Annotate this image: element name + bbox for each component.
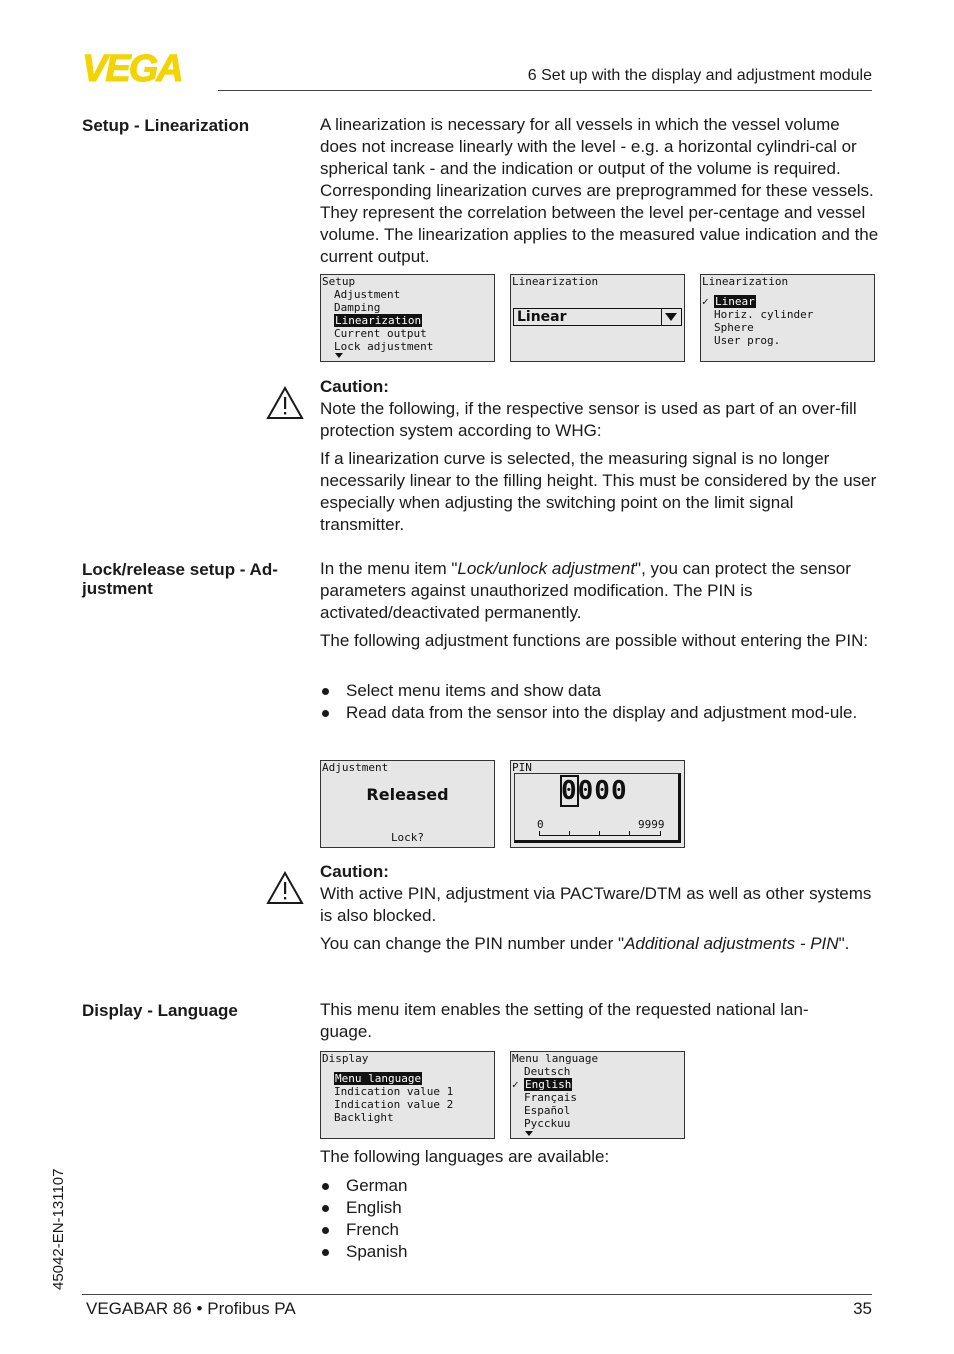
lcd-menu-item: Current output <box>334 327 427 340</box>
pin-digits: 000 <box>577 776 628 806</box>
menu-item-reference: Additional adjustments - PIN <box>624 934 839 953</box>
pin-cursor-digit: 0 <box>561 776 578 806</box>
lcd-pin <box>510 760 685 848</box>
available-languages-text: The following languages are available: <box>320 1147 610 1166</box>
lcd-title: Linearization <box>512 275 599 288</box>
caution-text: Note the following, if the respective sensor is used as part of an over-fill protection system according to WHG: <box>320 399 857 440</box>
caution-heading: Caution: <box>320 377 389 396</box>
footer-rule <box>82 1294 872 1295</box>
pin-scale-tick <box>569 831 570 836</box>
lcd-display-menu <box>320 1051 495 1139</box>
lcd-language-menu <box>510 1051 685 1139</box>
pin-value <box>561 777 628 805</box>
text-run: ". <box>838 934 850 953</box>
lcd-option: Deutsch <box>524 1065 571 1078</box>
vega-logo <box>82 52 212 84</box>
display-language-intro: This menu item enables the setting of the requested national lan-guage. <box>320 1000 809 1041</box>
lcd-title: Menu language <box>512 1052 599 1065</box>
scroll-down-arrow-icon <box>525 1131 533 1136</box>
lcd-title: Adjustment <box>322 761 389 774</box>
dropdown-arrow-icon <box>661 309 681 325</box>
doc-number: 45042-EN-131107 <box>50 1168 67 1290</box>
side-title-lock-release: Lock/release setup - Ad-justment <box>82 560 278 598</box>
lcd-option-selected <box>524 1078 572 1091</box>
lcd-menu-item: Backlight <box>334 1111 394 1124</box>
pin-scale <box>539 835 661 836</box>
lcd-selected-label: English <box>525 1078 572 1091</box>
side-title-linearization: Setup - Linearization <box>82 116 250 135</box>
pin-scale-max: 9999 <box>638 818 665 831</box>
pin-scale-tick <box>629 831 630 836</box>
side-title-display-language: Display - Language <box>82 1001 238 1020</box>
lcd-linearization-options <box>700 274 875 362</box>
lcd-linearization-select <box>510 274 685 362</box>
header-section-title: 6 Set up with the display and adjustment module <box>527 67 872 84</box>
lcd-title: Display <box>322 1052 369 1065</box>
lock-release-para <box>320 558 880 624</box>
text-run: ", you can protect the sensor parameters against unauthorized modification. The PIN is activated/deactivated permanently. <box>320 559 851 622</box>
warning-triangle-icon <box>266 386 304 420</box>
list-item: German <box>320 1175 880 1197</box>
svg-text:VEGA: VEGA <box>82 52 182 84</box>
linearization-intro: A linearization is necessary for all vessels in which the vessel volume does not increase linearly with the level - e.g. a horizontal cylindri-cal or spherical tank - and the indication or output of the volume is required. Corresponding linearization curves are preprogrammed for these vessels. They represent the correlation between the level per-centage and vessel volume. The linearization applies to the measured value indication and the current output. <box>320 115 879 266</box>
footer-product: VEGABAR 86 • Profibus PA <box>86 1299 296 1318</box>
list-item: Spanish <box>320 1241 880 1263</box>
lcd-option: Pycckuu <box>524 1117 571 1130</box>
lcd-menu-item-selected <box>334 314 422 327</box>
lcd-selected-label: Menu language <box>335 1072 422 1085</box>
lcd-selected-label: Linear <box>715 295 755 308</box>
caution-text: With active PIN, adjustment via PACTware/DTM as well as other systems is also blocked. <box>320 884 872 925</box>
lcd-menu-item: Adjustment <box>334 288 401 301</box>
lcd-menu-item: Indication value 2 <box>334 1098 454 1111</box>
checkmark-icon: ✓ <box>512 1078 519 1091</box>
lcd-setup-menu <box>320 274 495 362</box>
checkmark-icon: ✓ <box>702 295 709 308</box>
lcd-adjustment <box>320 760 495 848</box>
lcd-title: Setup <box>322 275 356 288</box>
pin-scale-min: 0 <box>537 818 544 831</box>
scroll-down-arrow-icon <box>335 353 343 358</box>
list-item: Select menu items and show data <box>320 680 880 702</box>
lcd-selected-label: Linearization <box>335 314 422 327</box>
text-run: You can change the PIN number under " <box>320 934 625 953</box>
pin-scale-tick <box>599 831 600 836</box>
lcd-menu-item: Damping <box>334 301 381 314</box>
list-item: French <box>320 1219 880 1241</box>
lcd-prompt: Lock? <box>390 831 425 844</box>
menu-item-reference: Lock/unlock adjustment <box>457 559 636 578</box>
header-rule <box>218 90 872 91</box>
lcd-status: Released <box>366 785 449 804</box>
lcd-option: Español <box>524 1104 571 1117</box>
lcd-menu-item: Lock adjustment <box>334 340 434 353</box>
adjustment-functions-list <box>320 680 880 724</box>
caution-heading: Caution: <box>320 862 389 881</box>
lcd-menu-item: Indication value 1 <box>334 1085 454 1098</box>
dropdown-value: Linear <box>517 309 567 325</box>
pin-scale-tick <box>539 831 540 836</box>
languages-list <box>320 1175 880 1263</box>
linearization-dropdown <box>513 308 682 326</box>
list-item: English <box>320 1197 880 1219</box>
page-number: 35 <box>853 1299 872 1318</box>
list-item: Read data from the sensor into the display and adjustment mod-ule. <box>320 702 880 724</box>
lcd-option: User prog. <box>714 334 781 347</box>
caution-text: If a linearization curve is selected, the measuring signal is no longer necessarily linear to the filling height. This must be considered by the user especially when adjusting the switching point on the limit signal transmitter. <box>320 449 877 534</box>
lcd-option: Horiz. cylinder <box>714 308 814 321</box>
pin-scale-tick <box>660 831 661 836</box>
lcd-title: Linearization <box>702 275 789 288</box>
caution-text <box>320 933 880 955</box>
warning-triangle-icon <box>266 871 304 905</box>
lcd-option: Français <box>524 1091 577 1104</box>
lcd-title: PIN <box>512 761 532 774</box>
lock-release-para: The following adjustment functions are possible without entering the PIN: <box>320 631 869 650</box>
text-run: In the menu item " <box>320 559 458 578</box>
lcd-option: Sphere <box>714 321 754 334</box>
lcd-menu-item-selected <box>334 1072 422 1085</box>
lcd-option-selected <box>714 295 756 308</box>
